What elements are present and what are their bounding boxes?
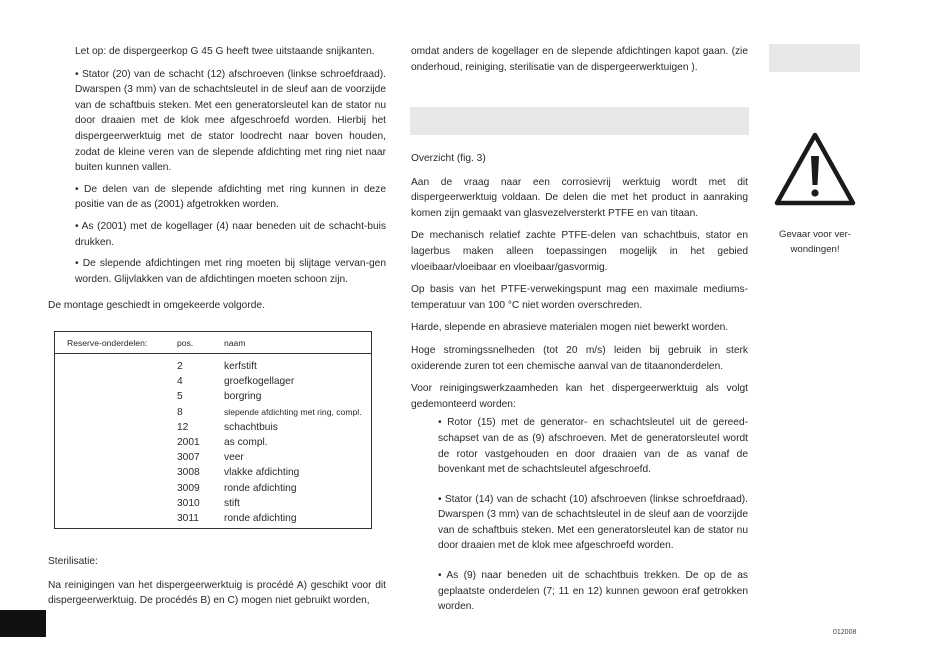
sterilisation-text: Na reinigingen van het dispergeerwerktuig is procédé A) geschikt voor dit dispergeerwerktuig. De procédés B) en C) mogen niet gebruikt worden, [48, 579, 386, 607]
part-pos: 4 [177, 376, 183, 388]
section-heading-bar [410, 107, 749, 135]
table-row [55, 496, 372, 511]
part-name: borgring [224, 391, 262, 403]
table-row [55, 465, 372, 480]
page-code: 012008 [833, 629, 857, 636]
part-pos: 5 [177, 391, 183, 403]
bullet-item: • As (2001) met de kogellager (4) naar beneden uit de schacht-buis drukken. [75, 220, 386, 248]
column-header: pos. [177, 332, 224, 354]
paragraph: Voor reinigingswerkzaamheden kan het dispergeerwerktuig als volgt gedemonteerd worden: [411, 383, 748, 410]
bullet-item: • Stator (14) van de schacht (10) afschroeven (linkse schroefdraad). Dwarspen (3 mm) van de schachtsleutel in de sleuf aan de voorzijde van de schaftbuis steken. Met een generatorsleutel kan de stator nu door draaien met de klok mee afgeschroefd worden. [438, 493, 748, 552]
table-row [55, 450, 372, 465]
continuation-text: omdat anders de kogellager en de slepende afdichtingen kapot gaan. (zie onderhoud, reiniging, sterilisatie van de dispergeerwerktuigen ). [411, 46, 748, 73]
middle-column [411, 44, 748, 75]
bullet-item: • De slepende afdichtingen met ring moeten bij slijtage vervan-gen worden. Glijvlakken van de afdichtingen moeten schoon zijn. [75, 258, 386, 285]
paragraph: Aan de vraag naar een corrosievrij werktuig wordt met dit dispergeerwerktuig voldaan. De delen die met het product in aanraking komen zijn gemaakt van glasvezelversterkt PTFE en van titaan. [411, 176, 748, 219]
part-name: vlakke afdichting [224, 467, 300, 479]
part-pos: 3008 [177, 467, 200, 479]
table-row [55, 481, 372, 496]
warning-text: Gevaar voor ver-wondingen! [779, 229, 851, 255]
table-row [55, 389, 372, 404]
part-name: ronde afdichting [224, 482, 297, 494]
paragraph: De mechanisch relatief zachte PTFE-delen van schachtbuis, stator en lagerbus maken alleen toepassingen mogelijk in het gebied vloeibaar/vloeibaar en vloeibaar/gasvormig. [411, 230, 748, 273]
left-column [48, 44, 386, 314]
part-name: slepende afdichting met ring, compl. [224, 406, 362, 417]
part-name: stift [224, 497, 240, 509]
part-name: groefkogellager [224, 376, 295, 388]
part-pos: 3011 [177, 513, 199, 525]
part-name: kerfstift [224, 361, 257, 372]
footer-black-block [0, 610, 46, 637]
part-pos: 12 [177, 421, 189, 433]
spare-parts-table [54, 331, 372, 529]
bullet-item: • Stator (20) van de schacht (12) afschroeven (linkse schroefdraad). Dwarspen (3 mm) van de schachtsleutel in de sleuf aan de voorzijde van de schaftbuis steken. Met een generatorsleutel kan de stator nu door draaien met de klok mee afgeschroefd worden. Hierbij het dispergeerwerktuig met de stator loodrecht naar boven houden, zodat de kleine veren van de slepende afdichting met ring niet naar buiten kunnen vallen. [75, 68, 386, 174]
part-pos: 8 [177, 406, 183, 418]
part-pos: 3007 [177, 452, 200, 464]
paragraph: Hoge stromingssnelheden (tot 20 m/s) leiden bij gebruik in sterk oxiderende zuren tot een chemische aanval van de titaanonderdelen. [411, 344, 748, 372]
table-row [55, 359, 372, 374]
part-name: schachtbuis [224, 421, 278, 433]
note-text: Let op: de dispergeerkop G 45 G heeft twee uitstaande snijkanten. [75, 46, 375, 57]
bullet-item: • Rotor (15) met de generator- en schachtsleutel uit de gereed-schapset van de as (9) afschroeven. Met de generatorsleutel wordt de rotor vastgehouden en door draaien van de as vanaf de bovenkant met de schachtsleutel afgeschroefd. [438, 417, 748, 476]
part-pos: 3009 [177, 482, 200, 494]
table-row [55, 511, 372, 526]
part-pos: 2001 [177, 437, 200, 449]
overview-section [411, 151, 748, 615]
table-row [55, 435, 372, 450]
sterilisation-section [48, 554, 386, 609]
part-pos: 3010 [177, 497, 200, 509]
column-header: naam [224, 332, 372, 354]
overview-heading: Overzicht (fig. 3) [411, 153, 486, 164]
paragraph: Harde, slepende en abrasieve materialen mogen niet bewerkt worden. [411, 322, 729, 334]
sterilisation-heading: Sterilisatie: [48, 556, 98, 567]
warning-triangle-icon [773, 130, 857, 208]
paragraph: Op basis van het PTFE-verwekingspunt mag een maximale mediums-temperatuur van 100 °C niet worden overschreden. [411, 284, 748, 311]
part-name: as compl. [224, 437, 268, 449]
sidebar-heading-bar [769, 44, 860, 72]
table-header-row [55, 332, 372, 354]
part-name: ronde afdichting [224, 513, 297, 525]
table-row [55, 420, 372, 435]
bullet-item: • De delen van de slepende afdichting met ring kunnen in deze positie van de as (2001) afgetrokken worden. [75, 183, 386, 211]
bullet-item: • As (9) naar beneden uit de schachtbuis trekken. De op de as geplaatste onderdelen (7; 11 en 12) kunnen gewoon eraf getrokken worden. [438, 570, 748, 613]
part-pos: 2 [177, 361, 183, 372]
table-row [55, 405, 372, 420]
assembly-text: De montage geschiedt in omgekeerde volgorde. [48, 300, 265, 312]
part-name: veer [224, 452, 244, 464]
column-header: Reserve-onderdelen: [55, 332, 178, 354]
table-row [55, 374, 372, 389]
